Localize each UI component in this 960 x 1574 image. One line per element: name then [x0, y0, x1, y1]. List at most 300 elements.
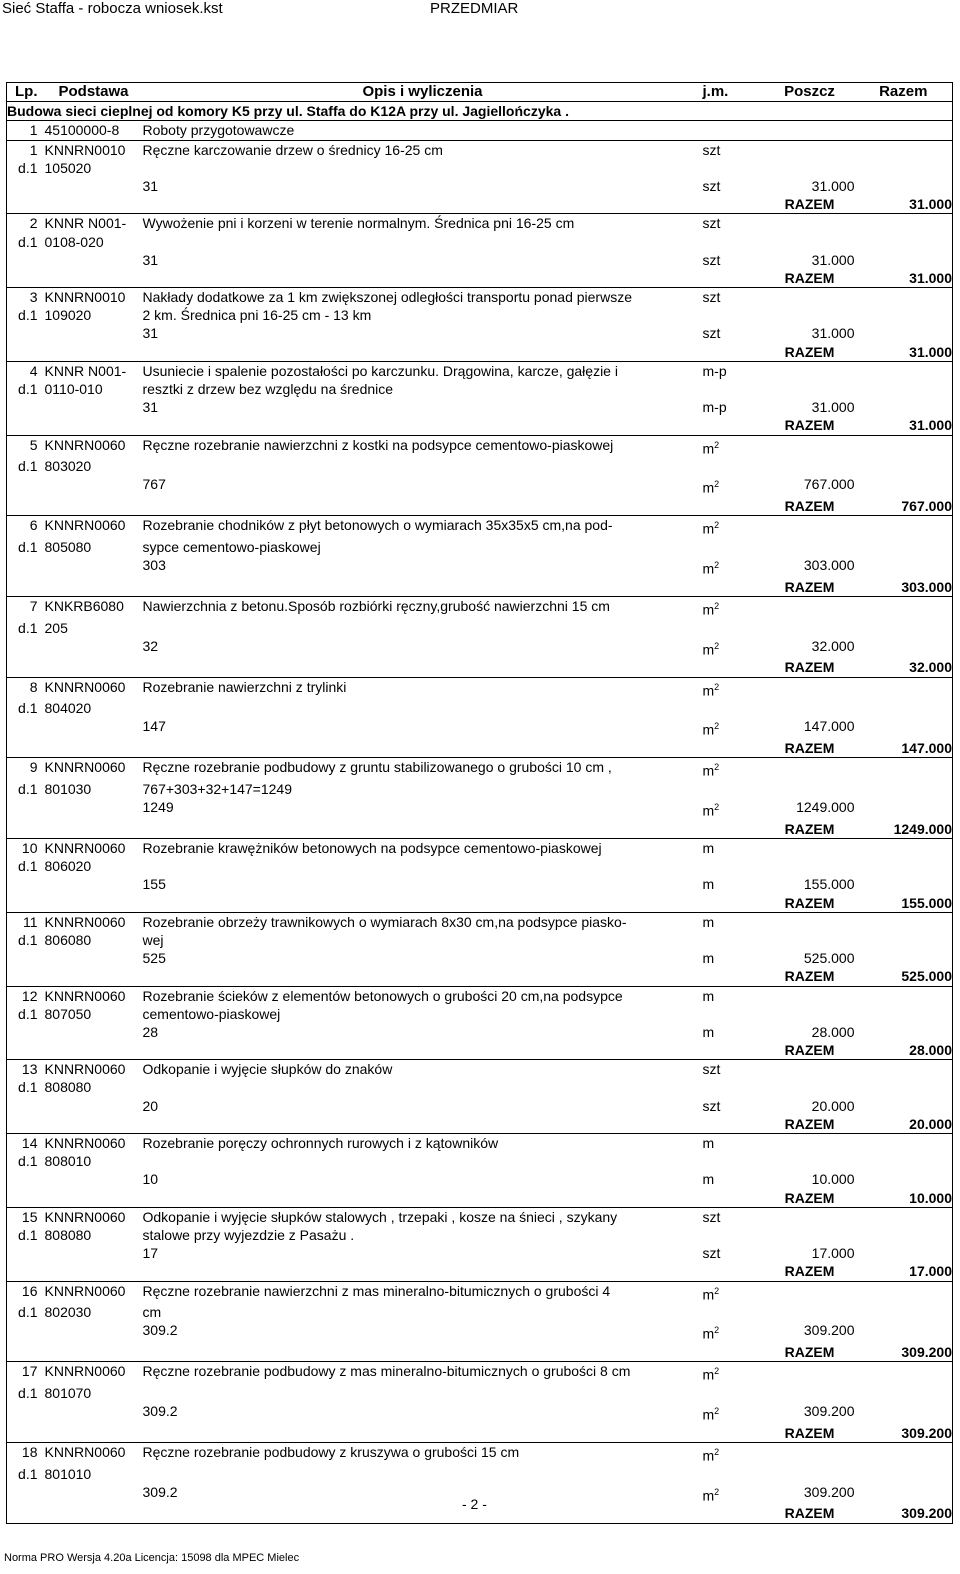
- item-lp: 8: [7, 677, 41, 699]
- item-description-cont: cementowo-piaskowej: [142, 1005, 281, 1022]
- item-razem: 303.000: [855, 578, 953, 597]
- item-description-cont: [143, 1465, 703, 1483]
- item-calculation: 31: [142, 399, 159, 416]
- item-calc-unit: m: [702, 950, 715, 967]
- table-row: [7, 556, 953, 578]
- table-row: [7, 416, 953, 435]
- item-lp: 5: [7, 435, 41, 457]
- table-row: [7, 1005, 953, 1023]
- item-calc-unit: szt: [702, 1245, 721, 1262]
- item-description: Rozebranie poręczy ochronnych rurowych i z kątowników: [143, 1134, 703, 1153]
- table-row: [7, 986, 953, 1005]
- table-row: [7, 214, 953, 233]
- item-description: Usuniecie i spalenie pozostałości po karczunku. Drągowina, karcze, gałęzie i: [143, 361, 703, 380]
- item-description: Rozebranie obrzeży trawnikowych o wymiarach 8x30 cm,na podsypce piasko-: [143, 912, 703, 931]
- item-calculation: 32: [142, 637, 159, 654]
- item-lp: 3: [7, 288, 41, 307]
- item-code: KNNRN0060: [45, 758, 143, 780]
- table-row: [7, 159, 953, 177]
- table-row: [7, 1321, 953, 1343]
- table-row: [7, 1152, 953, 1170]
- item-description: Ręczne rozebranie podbudowy z kruszywa o grubości 15 cm: [143, 1442, 703, 1464]
- item-lp: 13: [7, 1060, 41, 1079]
- item-calculation: 10: [142, 1171, 159, 1188]
- item-razem-label: RAZEM: [784, 659, 835, 676]
- item-poszcz: 309.200: [803, 1403, 855, 1420]
- table-row: [7, 1097, 953, 1115]
- table-row: [7, 758, 953, 780]
- item-lp: 2: [7, 214, 41, 233]
- item-unit: m: [703, 912, 765, 931]
- item-unit: szt: [703, 1207, 765, 1226]
- item-description-cont: [143, 857, 703, 875]
- item-unit: $m^2$: [703, 677, 765, 699]
- item-description: Ręczne rozebranie nawierzchni z kostki na podsypce cementowo-piaskowej: [143, 435, 703, 457]
- item-calculation: 28: [142, 1023, 159, 1040]
- item-calculation: 303: [142, 557, 166, 574]
- table-row: [7, 324, 953, 342]
- item-calculation: 309.2: [142, 1483, 178, 1500]
- item-calc-unit: m: [702, 1171, 715, 1188]
- item-calc-unit: szt: [702, 251, 721, 268]
- item-razem: 525.000: [855, 967, 953, 986]
- item-poszcz: 525.000: [803, 950, 855, 967]
- document-filename: Sieć Staffa - robocza wniosek.kst: [2, 0, 223, 17]
- column-header-podstawa: Podstawa: [45, 83, 143, 102]
- table-row: [7, 435, 953, 457]
- item-code: KNNR N001-: [45, 361, 143, 380]
- section-code: 45100000-8: [44, 122, 120, 139]
- project-title-row: [7, 102, 953, 121]
- item-razem-label: RAZEM: [784, 1424, 835, 1441]
- table-row: [7, 967, 953, 986]
- item-razem: 28.000: [855, 1041, 953, 1060]
- item-sub: d.1: [7, 857, 41, 875]
- column-header-lp: Lp.: [7, 83, 41, 102]
- item-code-suffix: 801030: [44, 780, 92, 797]
- item-razem-label: RAZEM: [784, 269, 835, 286]
- table-row: [7, 596, 953, 618]
- item-code: KNNRN0010: [45, 288, 143, 307]
- item-sub: d.1: [7, 1152, 41, 1170]
- item-code-suffix: 0110-010: [44, 381, 103, 397]
- item-code-suffix: 803020: [44, 458, 92, 475]
- item-unit: szt: [703, 140, 765, 159]
- item-poszcz: 20.000: [811, 1097, 855, 1114]
- table-row: [7, 1384, 953, 1402]
- item-sub: d.1: [7, 1005, 41, 1023]
- item-poszcz: 31.000: [811, 177, 855, 194]
- item-calculation: 309.2: [142, 1322, 178, 1339]
- table-row: [7, 717, 953, 739]
- column-header-poszcz: Poszcz: [765, 83, 855, 102]
- column-header-razem: Razem: [855, 83, 953, 102]
- table-row: [7, 949, 953, 967]
- item-poszcz: 10.000: [811, 1171, 855, 1188]
- item-razem-label: RAZEM: [784, 1042, 835, 1059]
- item-sub: d.1: [7, 233, 41, 251]
- item-description-cont: cm: [142, 1304, 162, 1321]
- item-razem: 31.000: [855, 416, 953, 435]
- item-code: KNNRN0060: [45, 839, 143, 858]
- item-calc-unit: m-p: [702, 399, 727, 416]
- table-row: [7, 1442, 953, 1464]
- item-razem: 31.000: [855, 269, 953, 288]
- item-code-suffix: 804020: [44, 700, 92, 717]
- item-unit: $m^2$: [703, 435, 765, 457]
- item-code: KNNRN0060: [45, 435, 143, 457]
- item-description: Odkopanie i wyjęcie słupków stalowych , trzepaki , kosze na śnieci , szykany: [143, 1207, 703, 1226]
- item-unit: szt: [703, 1060, 765, 1079]
- item-description: Rozebranie krawężników betonowych na podsypce cementowo-piaskowej: [143, 839, 703, 858]
- item-lp: 12: [7, 986, 41, 1005]
- table-row: [7, 839, 953, 858]
- table-row: [7, 798, 953, 820]
- item-razem-label: RAZEM: [784, 343, 835, 360]
- item-description-cont: [143, 233, 703, 251]
- item-calculation: 767: [142, 476, 166, 493]
- item-unit: $m^2$: [703, 1442, 765, 1464]
- table-row: [7, 177, 953, 195]
- table-row: [7, 516, 953, 538]
- item-calc-unit: m: [702, 1023, 715, 1040]
- table-row: [7, 820, 953, 839]
- window-header: [0, 0, 960, 18]
- table-row: [7, 739, 953, 758]
- item-code-suffix: 205: [44, 619, 68, 636]
- item-razem: 31.000: [855, 195, 953, 214]
- item-poszcz: 767.000: [803, 476, 855, 493]
- item-description-cont: wej: [142, 931, 164, 948]
- item-code: KNNRN0060: [45, 986, 143, 1005]
- item-poszcz: 309.200: [803, 1322, 855, 1339]
- table-row: [7, 1226, 953, 1244]
- item-code: KNNRN0060: [45, 1207, 143, 1226]
- item-unit: m: [703, 986, 765, 1005]
- item-code-suffix: 807050: [44, 1005, 92, 1022]
- item-razem-label: RAZEM: [765, 1504, 855, 1523]
- item-code-suffix: 808010: [44, 1153, 92, 1170]
- table-row: [7, 233, 953, 251]
- item-description: Ręczne rozebranie podbudowy z mas mineralno-bitumicznych o grubości 8 cm: [143, 1362, 703, 1384]
- item-razem-label: RAZEM: [784, 498, 835, 515]
- item-code-suffix: 806080: [44, 931, 92, 948]
- table-row: [7, 457, 953, 475]
- item-razem-label: RAZEM: [784, 1263, 835, 1280]
- item-calculation: 147: [142, 718, 166, 735]
- item-description-cont: [143, 457, 703, 475]
- item-description-cont: [143, 1384, 703, 1402]
- table-row: [7, 1023, 953, 1041]
- table-row: [7, 380, 953, 398]
- estimate-table: [6, 82, 953, 1524]
- item-lp: 6: [7, 516, 41, 538]
- item-calc-unit: $m^2$: [702, 560, 720, 577]
- item-razem-label: RAZEM: [784, 196, 835, 213]
- item-code: KNNRN0010: [45, 140, 143, 159]
- item-calc-unit: $m^2$: [702, 802, 720, 819]
- item-razem: 309.200: [855, 1343, 953, 1362]
- item-poszcz: 31.000: [811, 325, 855, 342]
- table-row: [7, 1465, 953, 1483]
- item-lp: 11: [7, 912, 41, 931]
- item-sub: d.1: [7, 1226, 41, 1244]
- item-poszcz: 303.000: [803, 557, 855, 574]
- item-razem-label: RAZEM: [784, 740, 835, 757]
- item-poszcz: 31.000: [811, 251, 855, 268]
- item-razem-label: RAZEM: [784, 968, 835, 985]
- item-calc-unit: $m^2$: [702, 1325, 720, 1342]
- item-unit: m: [703, 839, 765, 858]
- item-calc-unit: $m^2$: [702, 1406, 720, 1423]
- item-calc-unit: m: [702, 876, 715, 893]
- item-code-suffix: 105020: [44, 159, 92, 176]
- item-calc-unit: $m^2$: [702, 721, 720, 739]
- item-description-cont: stalowe przy wyjezdzie z Pasażu .: [142, 1226, 355, 1243]
- table-row: [7, 857, 953, 875]
- project-title: Budowa sieci cieplnej od komory K5 przy ul. Staffa do K12A przy ul. Jagiellończyka .: [7, 102, 953, 121]
- item-unit: $m^2$: [703, 516, 765, 538]
- table-row: [7, 1362, 953, 1384]
- item-calc-unit: $m^2$: [702, 479, 720, 497]
- item-description-cont: sypce cementowo-piaskowej: [142, 538, 321, 555]
- page-number: - 2 -: [462, 1496, 487, 1512]
- table-row: [7, 497, 953, 516]
- column-header-jm: j.m.: [703, 83, 765, 102]
- item-code-suffix: 109020: [44, 307, 92, 324]
- item-sub: d.1: [7, 538, 41, 556]
- item-calc-unit: szt: [702, 325, 721, 342]
- item-code: KNNRN0060: [45, 1281, 143, 1303]
- item-sub: d.1: [7, 1384, 41, 1402]
- item-code-suffix: 806020: [44, 858, 92, 875]
- table-row: [7, 1402, 953, 1424]
- item-unit: $m^2$: [703, 596, 765, 618]
- table-row: [7, 931, 953, 949]
- item-razem: 309.200: [855, 1504, 953, 1523]
- table-row: [7, 1041, 953, 1060]
- item-unit: $m^2$: [703, 758, 765, 780]
- item-code: KNNR N001-: [45, 214, 143, 233]
- item-razem: 155.000: [855, 894, 953, 913]
- item-description-cont: 2 km. Średnica pni 16-25 cm - 13 km: [142, 307, 372, 324]
- item-razem: 32.000: [855, 658, 953, 677]
- table-row: [7, 306, 953, 324]
- table-row: [7, 1060, 953, 1079]
- item-code-suffix: 0108-020: [44, 233, 104, 250]
- item-unit: m-p: [703, 361, 765, 380]
- table-row: [7, 195, 953, 214]
- item-description: Wywożenie pni i korzeni w terenie normalnym. Średnica pni 16-25 cm: [143, 214, 703, 233]
- table-row: [7, 1262, 953, 1281]
- table-header-row: [7, 83, 953, 102]
- item-description: Odkopanie i wyjęcie słupków do znaków: [143, 1060, 703, 1079]
- table-row: [7, 361, 953, 380]
- item-description-cont: resztki z drzew bez względu na średnice: [142, 381, 394, 397]
- item-code-suffix: 808080: [44, 1079, 92, 1096]
- item-calculation: 1249: [142, 799, 174, 816]
- item-poszcz: 309.200: [803, 1483, 855, 1500]
- table-row: [7, 894, 953, 913]
- item-lp: 15: [7, 1207, 41, 1226]
- item-sub: d.1: [7, 1303, 41, 1321]
- license-text: Norma PRO Wersja 4.20a Licencja: 15098 dla MPEC Mielec: [4, 1552, 300, 1564]
- item-poszcz: 17.000: [811, 1245, 855, 1262]
- table-row: [7, 1281, 953, 1303]
- table-row: [7, 288, 953, 307]
- item-unit: m: [703, 1134, 765, 1153]
- item-calculation: 31: [142, 325, 159, 342]
- table-row: [7, 658, 953, 677]
- item-razem: 147.000: [855, 739, 953, 758]
- table-row: [7, 677, 953, 699]
- column-header-opis: Opis i wyliczenia: [143, 83, 703, 102]
- table-row: [7, 1424, 953, 1443]
- item-unit: $m^2$: [703, 1281, 765, 1303]
- item-sub: d.1: [7, 619, 41, 637]
- item-lp: 1: [7, 140, 41, 159]
- item-code-suffix: 805080: [44, 538, 92, 555]
- item-lp: 17: [7, 1362, 41, 1384]
- item-calculation: 155: [142, 876, 166, 893]
- item-poszcz: 31.000: [811, 399, 855, 416]
- item-sub: d.1: [7, 780, 41, 798]
- item-calc-unit: szt: [702, 1097, 721, 1114]
- item-code: KNNRN0060: [45, 1060, 143, 1079]
- item-unit: szt: [703, 288, 765, 307]
- item-description-cont: [143, 699, 703, 717]
- item-unit: szt: [703, 214, 765, 233]
- item-lp: 18: [7, 1442, 41, 1464]
- table-row: [7, 1189, 953, 1208]
- item-description-cont: [143, 619, 703, 637]
- item-code-suffix: 801070: [44, 1384, 92, 1401]
- item-sub: d.1: [7, 306, 41, 324]
- item-sub: d.1: [7, 1078, 41, 1096]
- item-poszcz: 32.000: [811, 637, 855, 654]
- table-row: [7, 875, 953, 893]
- item-description-cont: [143, 1152, 703, 1170]
- document-type: PRZEDMIAR: [430, 0, 519, 17]
- item-description: Ręczne rozebranie podbudowy z gruntu stabilizowanego o grubości 10 cm ,: [143, 758, 703, 780]
- item-description-cont: 767+303+32+147=1249: [142, 780, 292, 797]
- item-sub: d.1: [7, 159, 41, 177]
- table-row: [7, 1303, 953, 1321]
- section-row: [7, 121, 953, 140]
- item-description-cont: [143, 159, 703, 177]
- item-sub: d.1: [7, 699, 41, 717]
- item-razem: 31.000: [855, 343, 953, 362]
- table-row: [7, 1115, 953, 1134]
- item-razem: 767.000: [855, 497, 953, 516]
- item-sub: d.1: [7, 380, 41, 398]
- item-calculation: 309.2: [142, 1403, 178, 1420]
- table-row: [7, 398, 953, 416]
- item-code: KNNRN0060: [45, 1442, 143, 1464]
- item-sub: d.1: [7, 457, 41, 475]
- item-razem-label: RAZEM: [784, 820, 835, 837]
- item-calculation: 31: [142, 177, 159, 194]
- item-calculation: 31: [142, 251, 159, 268]
- table-row: [7, 619, 953, 637]
- item-code: KNNRN0060: [45, 1362, 143, 1384]
- item-poszcz: 147.000: [803, 718, 855, 735]
- item-lp: 9: [7, 758, 41, 780]
- table-row: [7, 538, 953, 556]
- item-poszcz: 28.000: [811, 1023, 855, 1040]
- item-description: Ręczne karczowanie drzew o średnicy 16-25 cm: [143, 140, 703, 159]
- item-code: KNNRN0060: [45, 912, 143, 931]
- item-calculation: 20: [142, 1097, 159, 1114]
- table-row: [7, 140, 953, 159]
- item-razem: 309.200: [855, 1424, 953, 1443]
- item-lp: 10: [7, 839, 41, 858]
- item-razem-label: RAZEM: [784, 1115, 835, 1132]
- section-name: Roboty przygotowawcze: [142, 122, 295, 139]
- item-code: KNKRB6080: [45, 596, 143, 618]
- table-row: [7, 912, 953, 931]
- item-razem-label: RAZEM: [784, 578, 835, 595]
- item-lp: 16: [7, 1281, 41, 1303]
- item-description: Rozebranie nawierzchni z trylinki: [143, 677, 703, 699]
- item-code: KNNRN0060: [45, 516, 143, 538]
- item-code-suffix: 808080: [44, 1226, 92, 1243]
- item-razem: 17.000: [855, 1262, 953, 1281]
- table-row: [7, 1244, 953, 1262]
- table-row: [7, 1078, 953, 1096]
- table-row: [7, 699, 953, 717]
- item-sub: d.1: [7, 931, 41, 949]
- item-calculation: 17: [142, 1245, 159, 1262]
- item-razem-label: RAZEM: [784, 417, 835, 434]
- table-row: [7, 637, 953, 659]
- table-row: [7, 780, 953, 798]
- item-calc-unit: $m^2$: [702, 1486, 720, 1504]
- item-lp: 4: [7, 361, 41, 380]
- table-row: [7, 269, 953, 288]
- table-row: [7, 1343, 953, 1362]
- item-description: Ręczne rozebranie nawierzchni z mas mineralno-bitumicznych o grubości 4: [143, 1281, 703, 1303]
- item-razem: 1249.000: [855, 820, 953, 839]
- item-razem-label: RAZEM: [784, 1189, 835, 1206]
- table-row: [7, 475, 953, 497]
- item-code-suffix: 802030: [44, 1304, 92, 1321]
- item-poszcz: 155.000: [803, 876, 855, 893]
- item-code: KNNRN0060: [45, 677, 143, 699]
- item-unit: $m^2$: [703, 1362, 765, 1384]
- table-row: [7, 1134, 953, 1153]
- item-razem: 10.000: [855, 1189, 953, 1208]
- item-poszcz: 1249.000: [796, 799, 855, 816]
- item-lp: 7: [7, 596, 41, 618]
- table-row: [7, 251, 953, 269]
- table-row: [7, 343, 953, 362]
- item-description-cont: [143, 1078, 703, 1096]
- item-description: Rozebranie ścieków z elementów betonowych o grubości 20 cm,na podsypce: [143, 986, 703, 1005]
- table-row: [7, 1170, 953, 1188]
- item-calc-unit: $m^2$: [702, 640, 720, 658]
- item-description: Nakłady dodatkowe za 1 km zwiększonej odległości transportu ponad pierwsze: [143, 288, 703, 307]
- item-razem-label: RAZEM: [784, 1344, 835, 1360]
- item-razem: 20.000: [855, 1115, 953, 1134]
- item-description: Rozebranie chodników z płyt betonowych o wymiarach 35x35x5 cm,na pod-: [143, 516, 703, 538]
- item-calculation: 525: [142, 950, 166, 967]
- item-description: Nawierzchnia z betonu.Sposób rozbiórki ręczny,grubość nawierzchni 15 cm: [143, 596, 703, 618]
- item-lp: 14: [7, 1134, 41, 1153]
- item-razem-label: RAZEM: [784, 894, 835, 911]
- item-code: KNNRN0060: [45, 1134, 143, 1153]
- item-code-suffix: 801010: [44, 1465, 92, 1482]
